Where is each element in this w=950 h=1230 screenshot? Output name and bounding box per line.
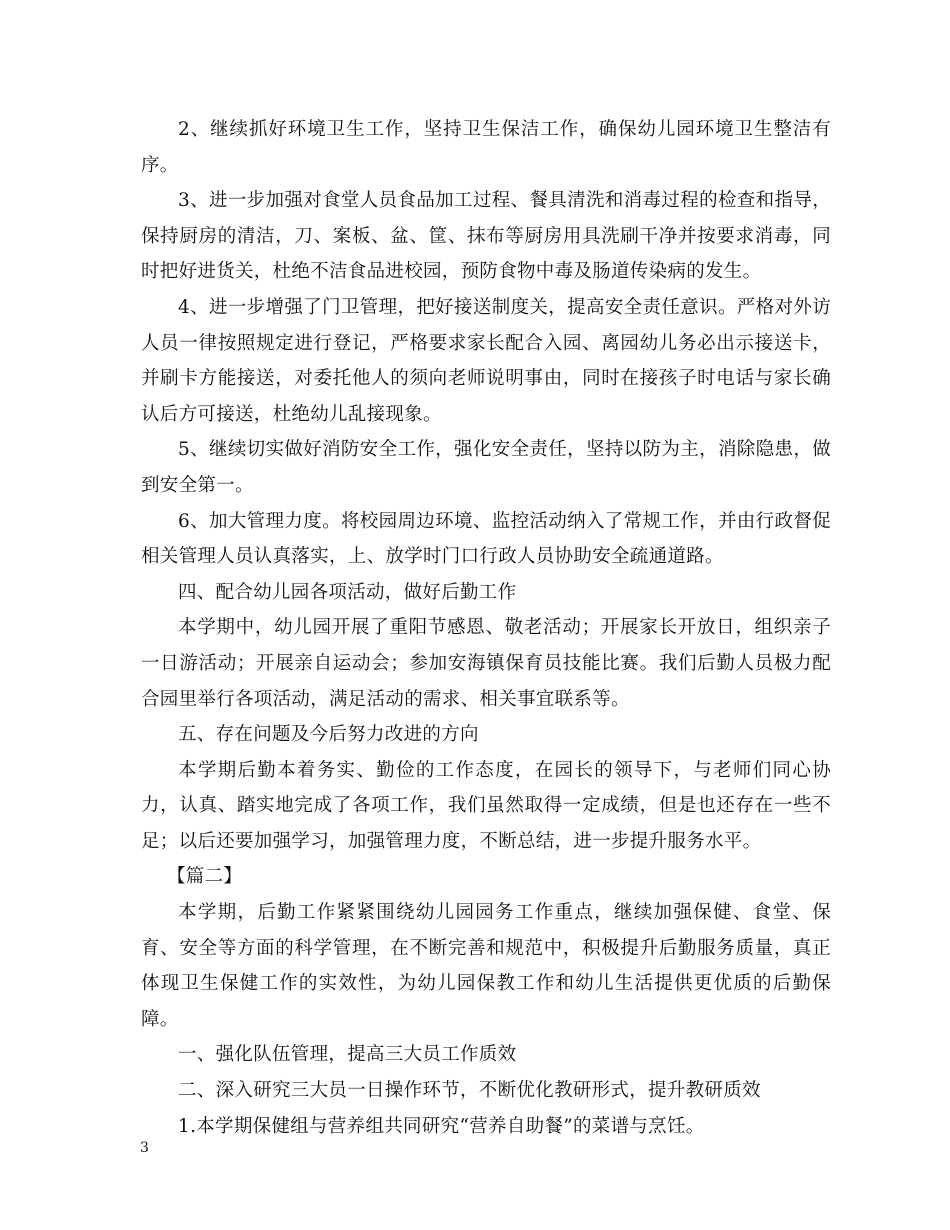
paragraph-item-4: 4、进一步增强了门卫管理，把好接送制度关，提高安全责任意识。严格对外访人员一律按照规定进行登记，严格要求家长配合入园、离园幼儿务必出示接送卡，并刷卡方能接送，对委托他人的须向老师说明事由，同时在接孩子时电话与家长确认后方可接送，杜绝幼儿乱接现象。	[141, 296, 831, 425]
section-heading-1: 一、强化队伍管理，提高三大员工作质效	[178, 1044, 517, 1066]
document-body	[141, 112, 831, 1144]
paragraph-item-6: 6、加大管理力度。将校园周边环境、监控活动纳入了常规工作，并由行政督促相关管理人员认真落实，上、放学时门口行政人员协助安全疏通道路。	[141, 510, 831, 568]
part-two-heading: 【篇二】	[167, 866, 243, 888]
paragraph-item-2: 2、继续抓好环境卫生工作，坚持卫生保洁工作，确保幼儿园环境卫生整洁有序。	[141, 119, 831, 176]
page-number: 3	[140, 1140, 149, 1156]
paragraph-item-5: 5、继续切实做好消防安全工作，强化安全责任，坚持以防为主，消除隐患，做到安全第一。	[141, 439, 831, 496]
paragraph-item-3: 3、进一步加强对食堂人员食品加工过程、餐具清洗和消毒过程的检查和指导，保持厨房的清洁，刀、案板、盆、筐、抹布等厨房用具洗刷干净并按要求消毒，同时把好进货关，杜绝不洁食品进校园，预防食物中毒及肠道传染病的发生。	[141, 190, 831, 283]
section-heading-5: 五、存在问题及今后努力改进的方向	[178, 724, 479, 746]
section-heading-4: 四、配合幼儿园各项活动，做好后勤工作	[178, 581, 517, 603]
paragraph-part-two-intro: 本学期，后勤工作紧紧围绕幼儿园园务工作重点，继续加强保健、食堂、保育、安全等方面的科学管理，在不断完善和规范中，积极提升后勤服务质量，真正体现卫生保健工作的实效性，为幼儿园保教工作和幼儿生活提供更优质的后勤保障。	[141, 902, 831, 1030]
section-heading-2: 二、深入研究三大员一日操作环节，不断优化教研形式，提升教研质效	[178, 1080, 761, 1102]
paragraph-problems: 本学期后勤本着务实、勤俭的工作态度，在园长的领导下，与老师们同心协力，认真、踏实地完成了各项工作，我们虽然取得一定成绩，但是也还存在一些不足；以后还要加强学习，加强管理力度，不断总结，进一步提升服务水平。	[141, 759, 831, 852]
paragraph-nutrition: 1.本学期保健组与营养组共同研究“营养自助餐”的菜谱与烹饪。	[178, 1115, 705, 1137]
paragraph-activities: 本学期中，幼儿园开展了重阳节感恩、敬老活动；开展家长开放日，组织亲子一日游活动；开展亲自运动会；参加安海镇保育员技能比赛。我们后勤人员极力配合园里举行各项活动，满足活动的需求、相关事宜联系等。	[141, 617, 831, 710]
